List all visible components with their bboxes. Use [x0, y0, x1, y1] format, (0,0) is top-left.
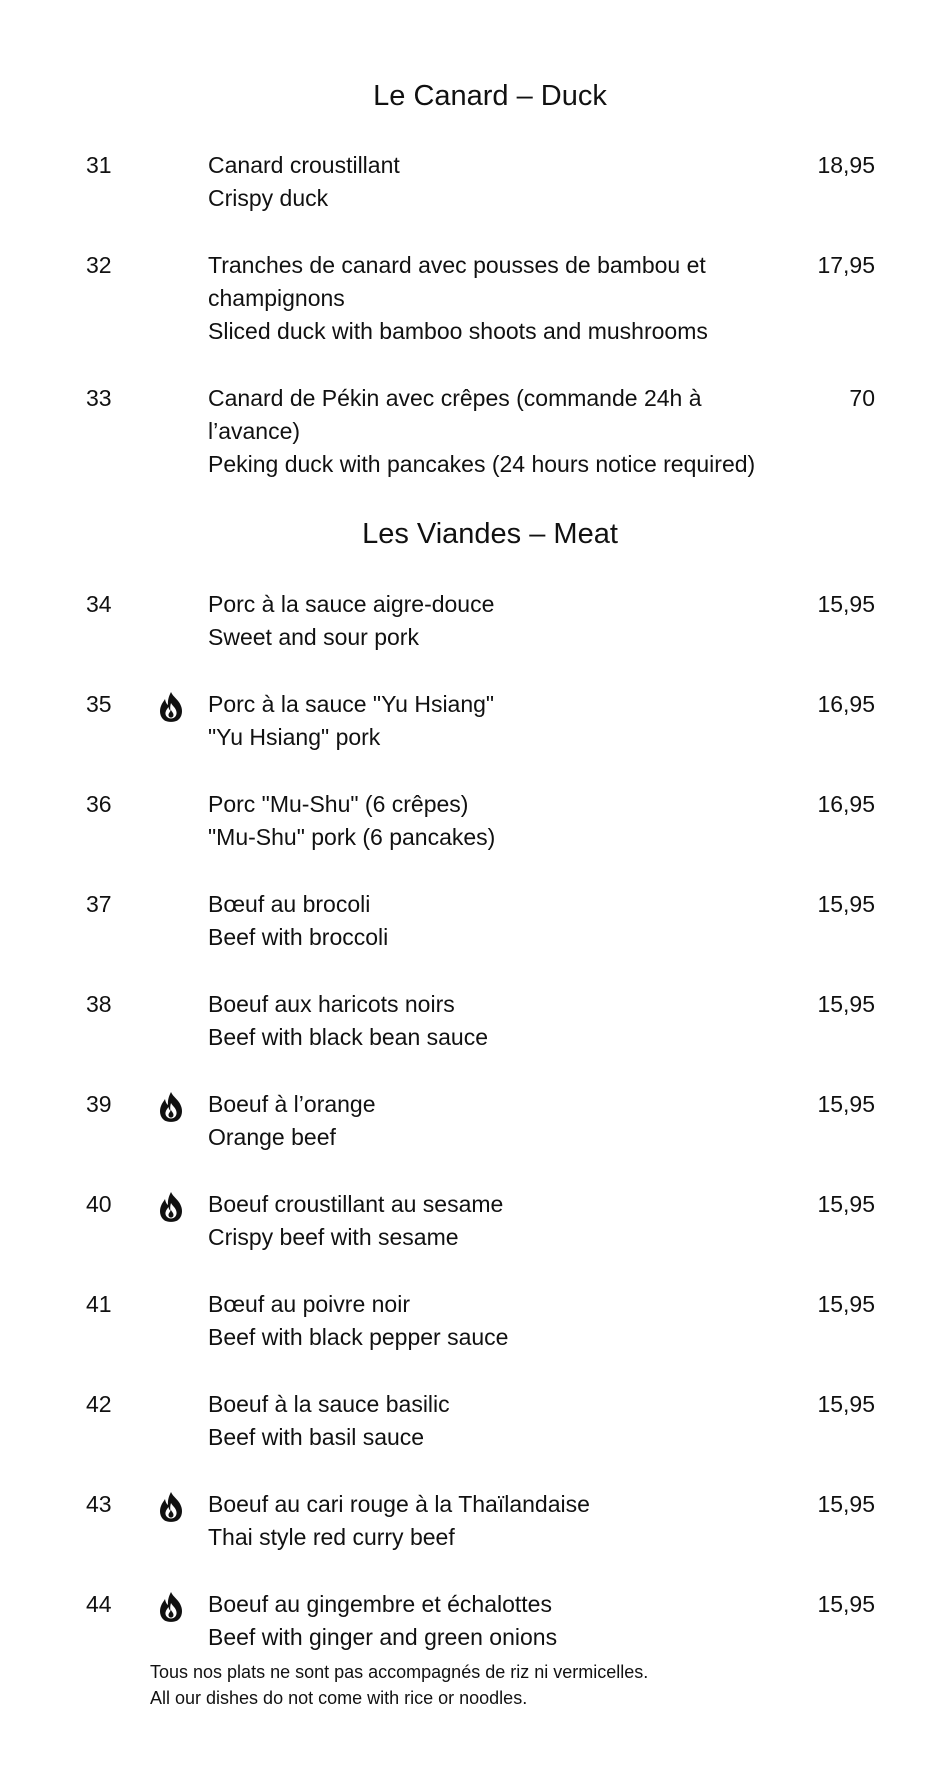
- item-price: 16,95: [817, 791, 875, 817]
- item-name-en: "Yu Hsiang" pork: [208, 724, 381, 750]
- item-description: [208, 249, 763, 348]
- item-name-fr: Boeuf à la sauce basilic: [208, 1391, 450, 1417]
- item-description: [208, 1088, 763, 1154]
- item-number: 41: [86, 1291, 112, 1317]
- item-name-fr: Bœuf au poivre noir: [208, 1291, 410, 1317]
- item-number: 35: [86, 691, 112, 717]
- item-description: [208, 1388, 763, 1454]
- item-name-fr: Boeuf au cari rouge à la Thaïlandaise: [208, 1491, 590, 1517]
- item-price: 17,95: [817, 252, 875, 278]
- footnote-fr: Tous nos plats ne sont pas accompagnés de riz ni vermicelles.: [150, 1662, 649, 1682]
- item-description: [208, 149, 763, 215]
- footnote: [150, 1659, 648, 1711]
- flame-icon: [157, 691, 185, 723]
- item-price: 70: [849, 385, 875, 411]
- item-description: [208, 788, 763, 854]
- item-price: 16,95: [817, 691, 875, 717]
- item-description: [208, 1488, 763, 1554]
- item-number: 38: [86, 991, 112, 1017]
- item-price: 15,95: [817, 591, 875, 617]
- item-name-fr: Tranches de canard avec pousses de bambou et champignons: [208, 252, 706, 311]
- item-name-en: "Mu-Shu" pork (6 pancakes): [208, 824, 496, 850]
- item-price: 15,95: [817, 891, 875, 917]
- item-name-fr: Porc "Mu-Shu" (6 crêpes): [208, 791, 469, 817]
- item-price: 15,95: [817, 1091, 875, 1117]
- item-name-en: Sweet and sour pork: [208, 624, 419, 650]
- item-price: 15,95: [817, 1491, 875, 1517]
- item-price: 15,95: [817, 991, 875, 1017]
- item-name-fr: Boeuf croustillant au sesame: [208, 1191, 504, 1217]
- section-title-duck: Le Canard – Duck: [373, 80, 607, 112]
- item-name-en: Crispy beef with sesame: [208, 1224, 459, 1250]
- footnote-en: All our dishes do not come with rice or noodles.: [150, 1688, 528, 1708]
- item-price: 15,95: [817, 1591, 875, 1617]
- item-number: 39: [86, 1091, 112, 1117]
- item-name-en: Peking duck with pancakes (24 hours notice required): [208, 451, 756, 477]
- item-description: [208, 1588, 763, 1654]
- item-description: [208, 688, 763, 754]
- item-number: 40: [86, 1191, 112, 1217]
- item-number: 42: [86, 1391, 112, 1417]
- item-name-fr: Canard croustillant: [208, 152, 400, 178]
- flame-icon: [157, 1591, 185, 1623]
- flame-icon: [157, 1191, 185, 1223]
- item-name-fr: Boeuf à l’orange: [208, 1091, 376, 1117]
- item-description: [208, 382, 763, 481]
- item-number: 34: [86, 591, 112, 617]
- item-name-en: Beef with black pepper sauce: [208, 1324, 509, 1350]
- item-name-en: Beef with black bean sauce: [208, 1024, 489, 1050]
- item-number: 43: [86, 1491, 112, 1517]
- item-name-fr: Porc à la sauce aigre-douce: [208, 591, 495, 617]
- item-name-en: Beef with ginger and green onions: [208, 1624, 558, 1650]
- item-name-en: Beef with broccoli: [208, 924, 389, 950]
- item-description: [208, 1188, 763, 1254]
- item-number: 33: [86, 385, 112, 411]
- item-price: 15,95: [817, 1291, 875, 1317]
- item-name-en: Crispy duck: [208, 185, 329, 211]
- item-name-fr: Bœuf au brocoli: [208, 891, 371, 917]
- item-description: [208, 888, 763, 954]
- item-price: 15,95: [817, 1391, 875, 1417]
- item-number: 32: [86, 252, 112, 278]
- item-name-fr: Canard de Pékin avec crêpes (commande 24h à l’avance): [208, 385, 702, 444]
- item-description: [208, 1288, 763, 1354]
- flame-icon: [157, 1091, 185, 1123]
- item-price: 18,95: [817, 152, 875, 178]
- item-name-fr: Porc à la sauce "Yu Hsiang": [208, 691, 495, 717]
- item-name-en: Beef with basil sauce: [208, 1424, 425, 1450]
- item-description: [208, 588, 763, 654]
- item-number: 31: [86, 152, 112, 178]
- item-name-en: Thai style red curry beef: [208, 1524, 455, 1550]
- item-name-fr: Boeuf au gingembre et échalottes: [208, 1591, 552, 1617]
- flame-icon: [157, 1491, 185, 1523]
- item-name-en: Sliced duck with bamboo shoots and mushrooms: [208, 318, 708, 344]
- item-number: 44: [86, 1591, 112, 1617]
- section-title-meat: Les Viandes – Meat: [362, 518, 618, 550]
- item-name-fr: Boeuf aux haricots noirs: [208, 991, 455, 1017]
- item-price: 15,95: [817, 1191, 875, 1217]
- item-number: 37: [86, 891, 112, 917]
- item-name-en: Orange beef: [208, 1124, 336, 1150]
- item-number: 36: [86, 791, 112, 817]
- item-description: [208, 988, 763, 1054]
